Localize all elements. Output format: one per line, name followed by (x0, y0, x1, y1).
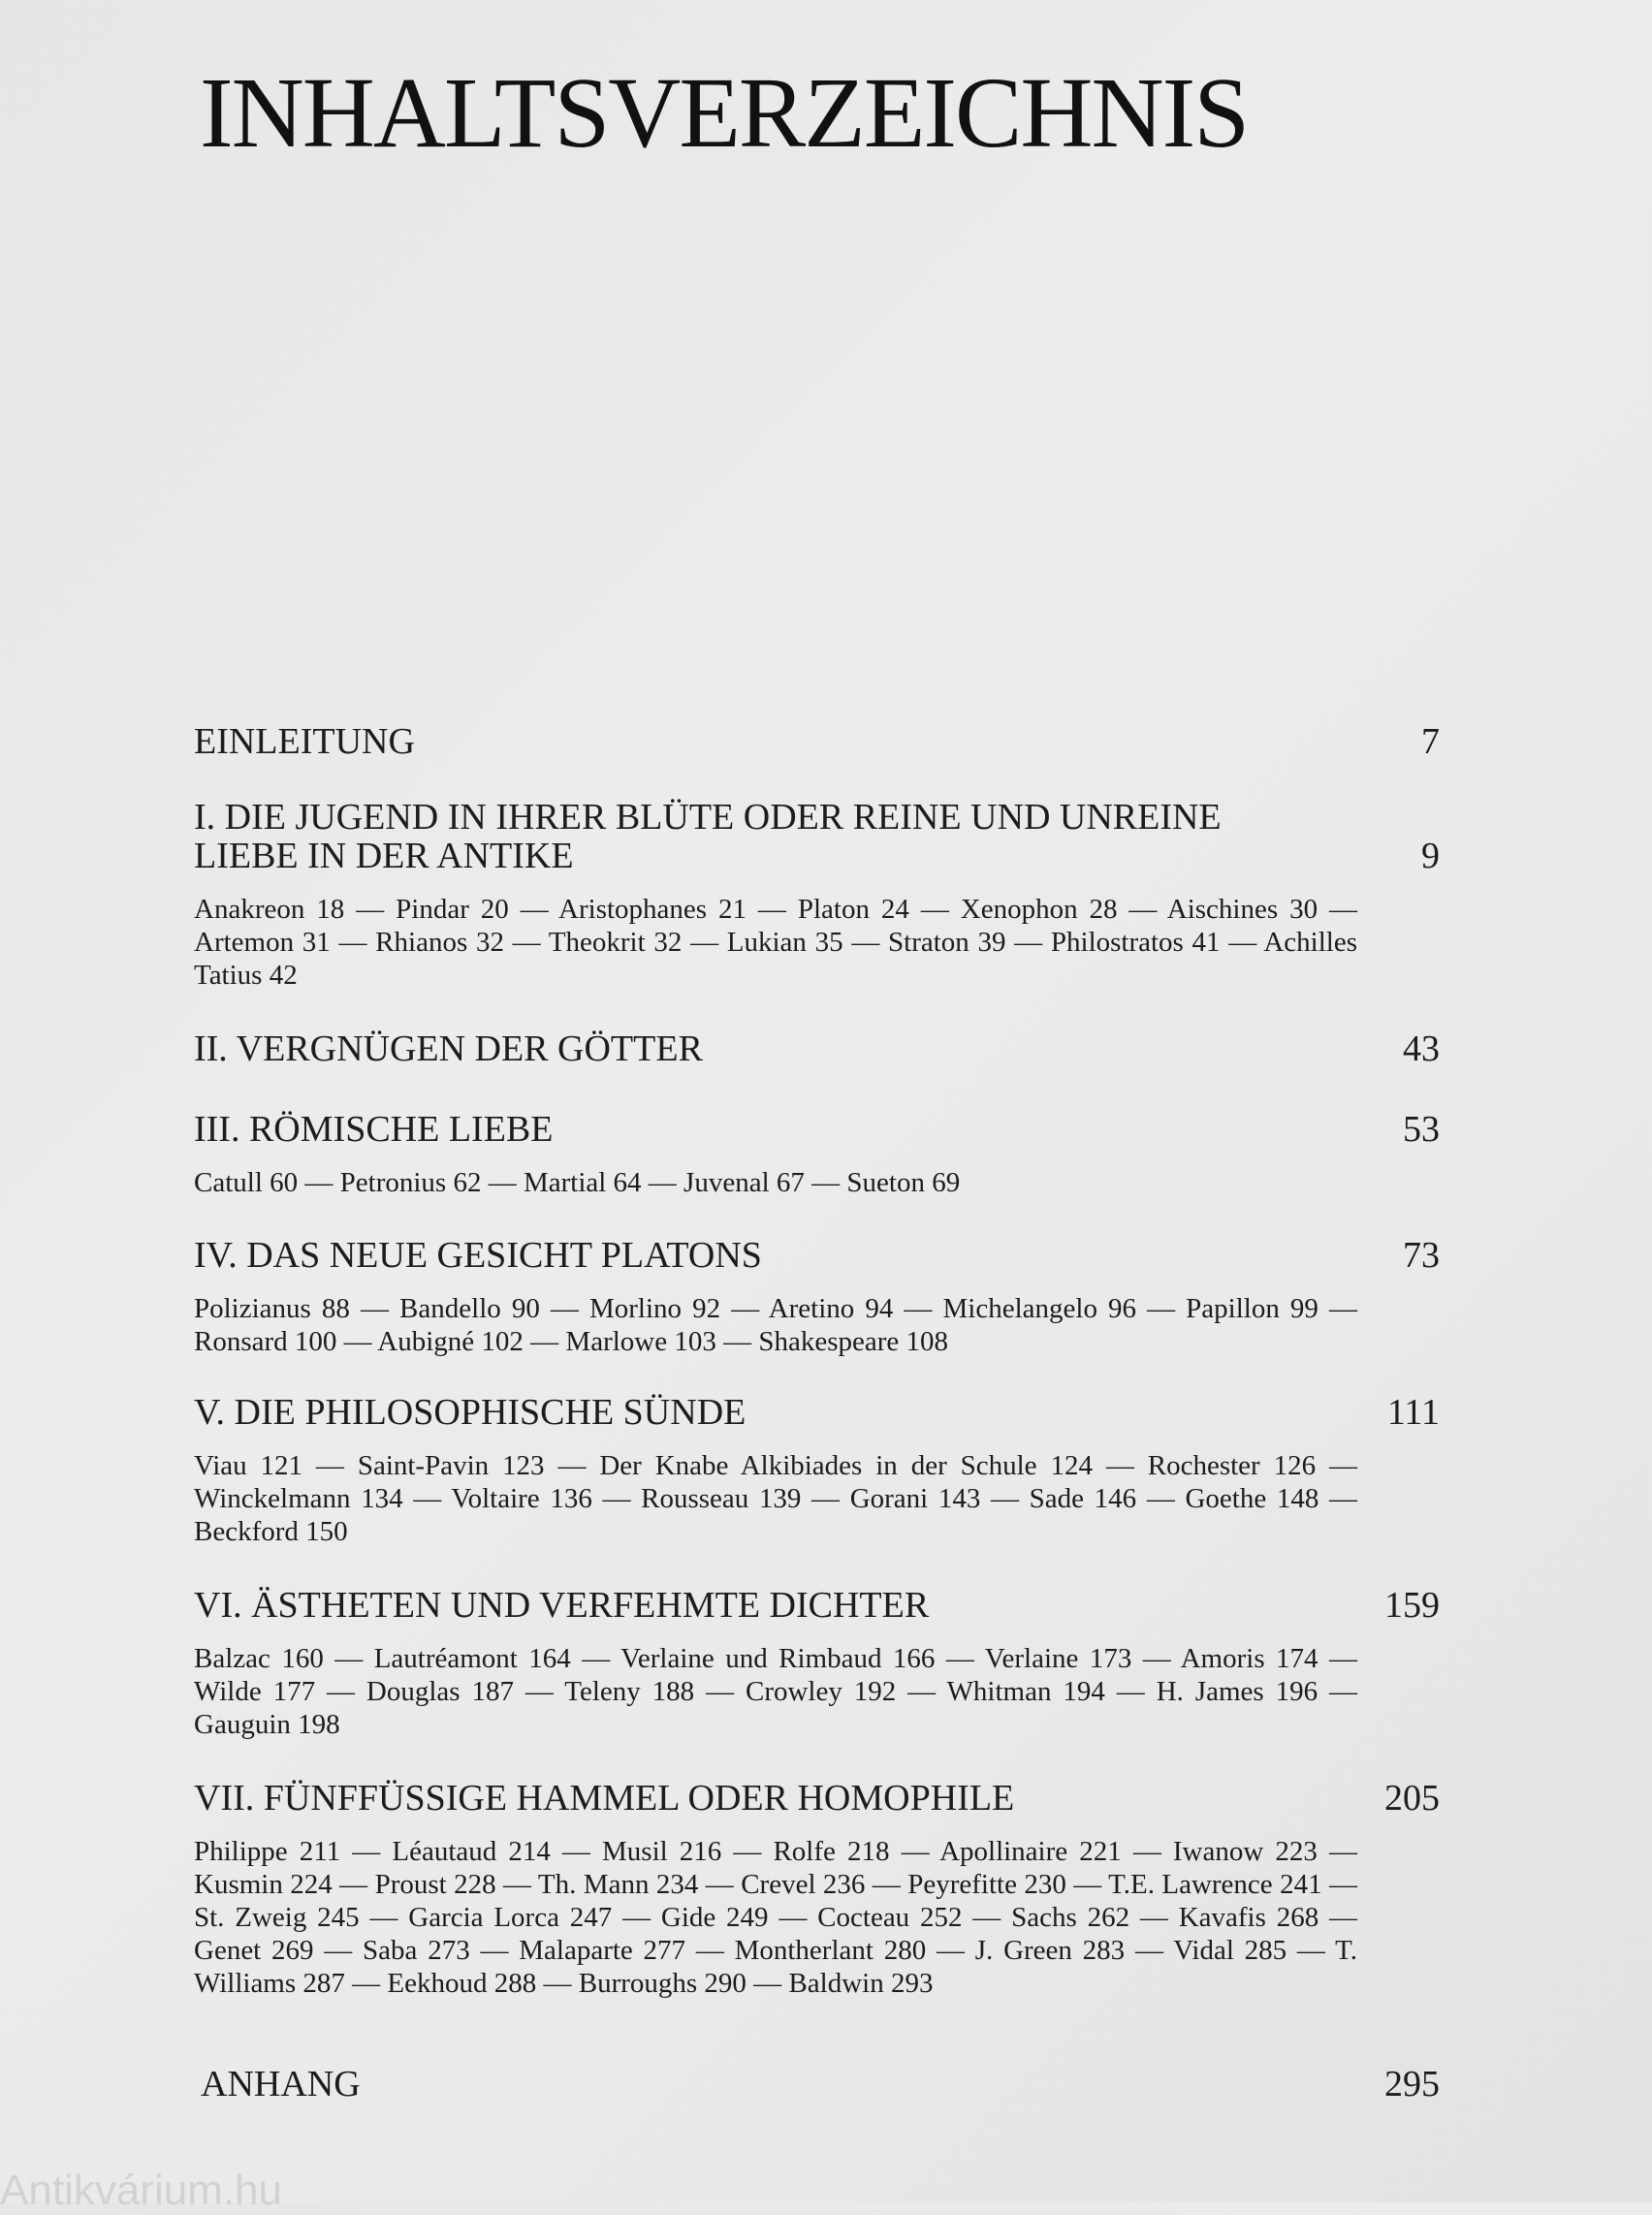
toc-entry-anhang (201, 2065, 1440, 2104)
entry-page: 205 (1384, 1778, 1440, 1819)
entry-label: VI. ÄSTHETEN UND VERFEHMTE DICHTER (194, 1585, 930, 1626)
entry-label: IV. DAS NEUE GESICHT PLATONS (194, 1235, 762, 1276)
entry-authors: Anakreon 18 — Pindar 20 — Aristophanes 21 — Platon 24 — Xenophon 28 — Aischines 30 — Artemon 31 — Rhianos 32 — Theokrit 32 — Lukian 35 — Straton 39 — Philostratos 41 — Achilles Tatius 42 (194, 894, 1357, 991)
entry-page: 43 (1403, 1028, 1440, 1069)
toc-entry-chapter-6 (194, 1586, 1440, 1741)
entry-page: 159 (1384, 1585, 1440, 1626)
entry-authors: Viau 121 — Saint-Pavin 123 — Der Knabe Alkibiades in der Schule 124 — Rochester 126 — Winckelmann 134 — Voltaire 136 — Rousseau 139 — Gorani 143 — Sade 146 — Goethe 148 — Beckford 150 (194, 1450, 1357, 1547)
entry-label: ANHANG (201, 2064, 361, 2104)
entry-label: VII. FÜNFFÜSSIGE HAMMEL ODER HOMOPHILE (194, 1778, 1015, 1819)
entry-authors: Balzac 160 — Lautréamont 164 — Verlaine und Rimbaud 166 — Verlaine 173 — Amoris 174 — Wilde 177 — Douglas 187 — Teleny 188 — Crowley 192 — Whitman 194 — H. James 196 — Gauguin 198 (194, 1643, 1357, 1740)
entry-label: III. RÖMISCHE LIEBE (194, 1109, 554, 1150)
toc-entry-chapter-1 (194, 798, 1440, 992)
entry-label: II. VERGNÜGEN DER GÖTTER (194, 1028, 703, 1069)
entry-label: EINLEITUNG (194, 721, 415, 762)
entry-page: 295 (1384, 2064, 1440, 2104)
toc-entry-chapter-7 (194, 1779, 1440, 2000)
watermark: Antikvárium.hu (0, 2167, 283, 2214)
toc-entry-chapter-3 (194, 1110, 1440, 1199)
entry-page: 53 (1403, 1109, 1440, 1150)
entry-label: I. DIE JUGEND IN IHRER BLÜTE ODER REINE UND UNREINE LIEBE IN DER ANTIKE (194, 797, 1222, 876)
entry-authors: Catull 60 — Petronius 62 — Martial 64 — Juvenal 67 — Sueton 69 (194, 1167, 961, 1198)
entry-authors: Philippe 211 — Léautaud 214 — Musil 216 — Rolfe 218 — Apollinaire 221 — Iwanow 223 — Kusmin 224 — Proust 228 — Th. Mann 234 — Crevel 236 — Peyrefitte 230 — T.E. Lawrence 241 — St. Zweig 245 — Garcia Lorca 247 — Gide 249 — Cocteau 252 — Sachs 262 — Kavafis 268 — Genet 269 — Saba 273 — Malaparte 277 — Montherlant 280 — J. Green 283 — Vidal 285 — T. Williams 287 — Eekhoud 288 — Burroughs 290 — Baldwin 293 (194, 1836, 1357, 1999)
page-title: INHALTSVERZEICHNIS (200, 57, 1249, 169)
toc-entry-chapter-4 (194, 1236, 1440, 1358)
entry-page: 73 (1403, 1235, 1440, 1276)
entry-page: 9 (1421, 836, 1440, 876)
entry-page: 111 (1386, 1392, 1440, 1433)
toc-entry-chapter-5 (194, 1393, 1440, 1548)
toc-entry-chapter-2 (194, 1029, 1440, 1068)
toc-entry-einleitung (194, 722, 1440, 761)
entry-page: 7 (1421, 721, 1440, 762)
entry-label: V. DIE PHILOSOPHISCHE SÜNDE (194, 1392, 747, 1433)
entry-authors: Polizianus 88 — Bandello 90 — Morlino 92 — Aretino 94 — Michelangelo 96 — Papillon 99 — Ronsard 100 — Aubigné 102 — Marlowe 103 — Shakespeare 108 (194, 1293, 1357, 1357)
